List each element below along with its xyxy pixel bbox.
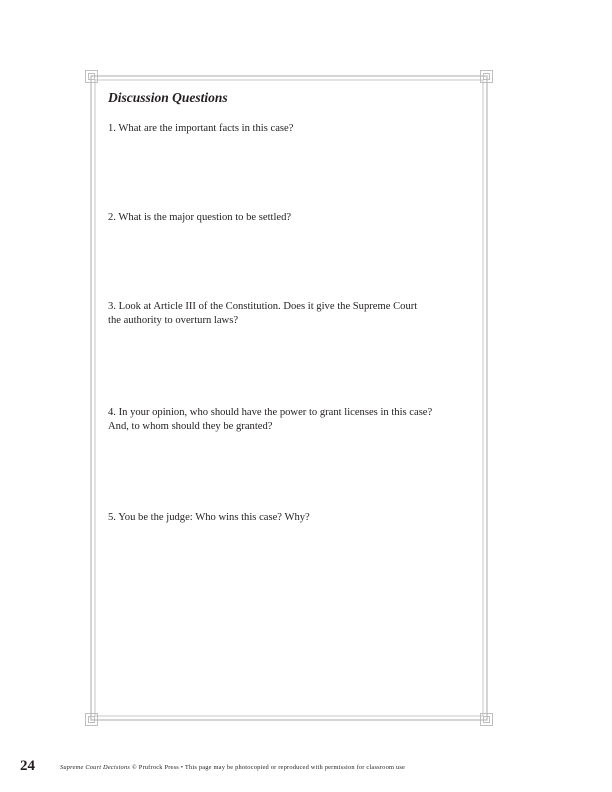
footer-notice bbox=[60, 764, 405, 771]
question-3 bbox=[108, 300, 478, 328]
question-text-continued: And, to whom should they be granted? bbox=[108, 421, 273, 432]
question-text: 3. Look at Article III of the Constitution. Does it give the Supreme Court bbox=[108, 301, 418, 312]
question-5 bbox=[108, 511, 478, 525]
discussion-content bbox=[108, 90, 478, 523]
question-1 bbox=[108, 122, 478, 136]
copyright-notice: © Prufrock Press • This page may be photocopied or reproduced with permission for classroom use bbox=[130, 764, 406, 771]
question-text-continued: the authority to overturn laws? bbox=[108, 315, 239, 326]
page-number: 24 bbox=[20, 758, 35, 774]
page-footer bbox=[20, 758, 600, 778]
question-text: 5. You be the judge: Who wins this case? Why? bbox=[108, 512, 310, 523]
decorative-border bbox=[85, 70, 493, 726]
border-frame-graphic bbox=[85, 70, 493, 726]
question-2 bbox=[108, 211, 478, 225]
question-text: 4. In your opinion, who should have the power to grant licenses in this case? bbox=[108, 407, 433, 418]
question-text: 2. What is the major question to be settled? bbox=[108, 212, 292, 223]
book-title: Supreme Court Decisions bbox=[60, 764, 131, 771]
section-heading: Discussion Questions bbox=[108, 90, 228, 105]
question-text: 1. What are the important facts in this case? bbox=[108, 123, 294, 134]
question-4 bbox=[108, 406, 478, 434]
